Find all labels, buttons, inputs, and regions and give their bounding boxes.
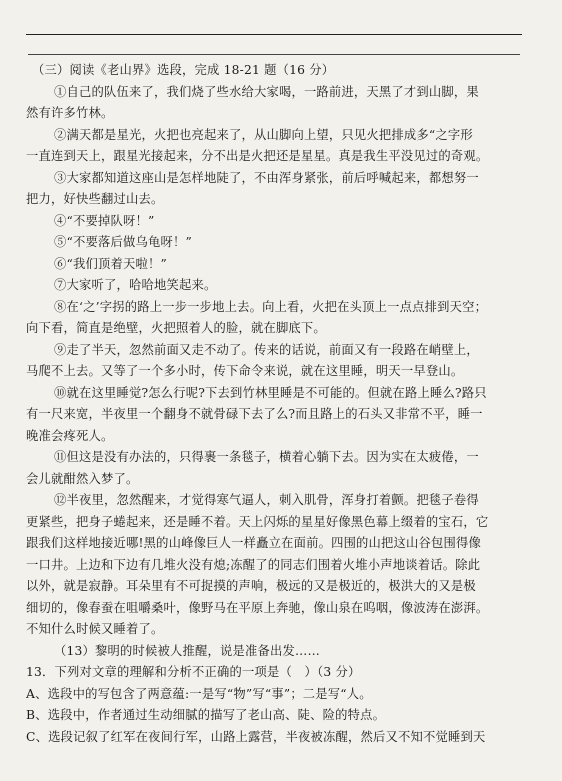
paragraph-line: ③大家都知道这座山是怎样地陡了，不由浑身紧张，前后呼喊起来，都想努一 xyxy=(54,170,479,185)
answer-option: C、选段记叙了红军在夜间行军，山路上露营，半夜被冻醒，然后又不知不觉睡到天 xyxy=(26,729,486,744)
paragraph-line: ⑥“我们顶着天啦！” xyxy=(54,256,167,271)
paragraph-line: 晚准会疼死人。 xyxy=(26,428,114,443)
paragraph-line: （13）黎明的时候被人推醒，说是准备出发…… xyxy=(54,643,320,658)
paragraph-line: 跟我们这样地接近哪!黑的山峰像巨人一样矗立在面前。四围的山把这山谷包围得像 xyxy=(26,536,482,550)
paragraph-line: 把力，好快些翻过山去。 xyxy=(26,192,164,206)
paragraph-list xyxy=(26,82,518,663)
reading-passage xyxy=(26,60,518,748)
paragraph-line: ⑤“不要落后做乌龟呀！” xyxy=(54,235,192,249)
paragraph-line: 细切的，像春蚕在咀嚼桑叶，像野马在平原上奔驰，像山泉在呜咽，像波涛在澎湃。 xyxy=(26,600,489,615)
paragraph-line: 马爬不上去。又等了一个多小时，传下命令来说，就在这里睡，明天一早登山。 xyxy=(26,364,464,378)
section-heading: （三）阅读《老山界》选段，完成 18-21 题（16 分） xyxy=(32,63,335,77)
paragraph-line: ②满天都是星光，火把也亮起来了，从山脚向上望，只见火把排成多“之字形 xyxy=(54,127,473,142)
paragraph-line: 以外，就是寂静。耳朵里有不可捉摸的声响，极远的又是极近的，极洪大的又是极 xyxy=(26,579,476,593)
paragraph-line: ⑫半夜里，忽然醒来，才觉得寒气逼人，刺入肌骨，浑身打着颤。把毯子卷得 xyxy=(54,493,479,507)
top-rule xyxy=(26,34,522,35)
paragraph-line: 会儿就酣然入梦了。 xyxy=(26,471,139,486)
paragraph-line: 一直连到天上，跟星光接起来，分不出是火把还是星星。真是我生平没见过的奇观。 xyxy=(26,149,489,163)
answer-option: B、选段中，作者通过生动细腻的描写了老山高、陡、险的特点。 xyxy=(26,708,386,722)
option-list xyxy=(26,684,518,749)
paragraph-line: 不知什么时候又睡着了。 xyxy=(26,622,164,636)
paragraph-line: 向下看，简直是绝壁，火把照着人的脸，就在脚底下。 xyxy=(26,321,326,335)
paragraph-line: 然有许多竹林。 xyxy=(26,106,114,120)
paragraph-line: ⑦大家听了，哈哈地笑起来。 xyxy=(54,278,217,292)
paragraph-line: 一口井。上边和下边有几堆火没有熄;冻醒了的同志们围着火堆小声地谈着话。除此 xyxy=(26,557,481,572)
answer-option: A、选段中的写包含了两意蕴:一是写“物”写“事”；二是写“人。 xyxy=(26,686,372,701)
paragraph-line: ⑪但这是没有办法的，只得裹一条毯子，横着心躺下去。因为实在太疲倦，一 xyxy=(54,450,479,464)
paragraph-line: ⑧在‘之’字拐的路上一步一步地上去。向上看，火把在头顶上一点点排到天空； xyxy=(54,299,488,314)
paragraph-line: ①自己的队伍来了，我们烧了些水给大家喝，一路前进，天黑了才到山脚，果 xyxy=(54,84,479,99)
question-stem: 13．下列对文章的理解和分析不正确的一项是（ ）（3 分） xyxy=(26,665,361,679)
paragraph-line: ⑩就在这里睡觉?怎么行呢?下去到竹林里睡是不可能的。但就在路上睡么?路只 xyxy=(54,385,487,400)
second-rule xyxy=(28,54,520,55)
paragraph-line: ⑨走了半天，忽然前面又走不动了。传来的话说，前面又有一段路在峭壁上， xyxy=(54,342,479,357)
paragraph-line: 更紧些，把身子蜷起来，还是睡不着。天上闪烁的星星好像黑色幕上缀着的宝石，它 xyxy=(26,514,489,529)
paragraph-line: ④“不要掉队呀！” xyxy=(54,213,155,228)
paragraph-line: 有一尺来宽，半夜里一个翻身不就骨碌下去了么?而且路上的石头又非常不平，睡一 xyxy=(26,407,483,421)
